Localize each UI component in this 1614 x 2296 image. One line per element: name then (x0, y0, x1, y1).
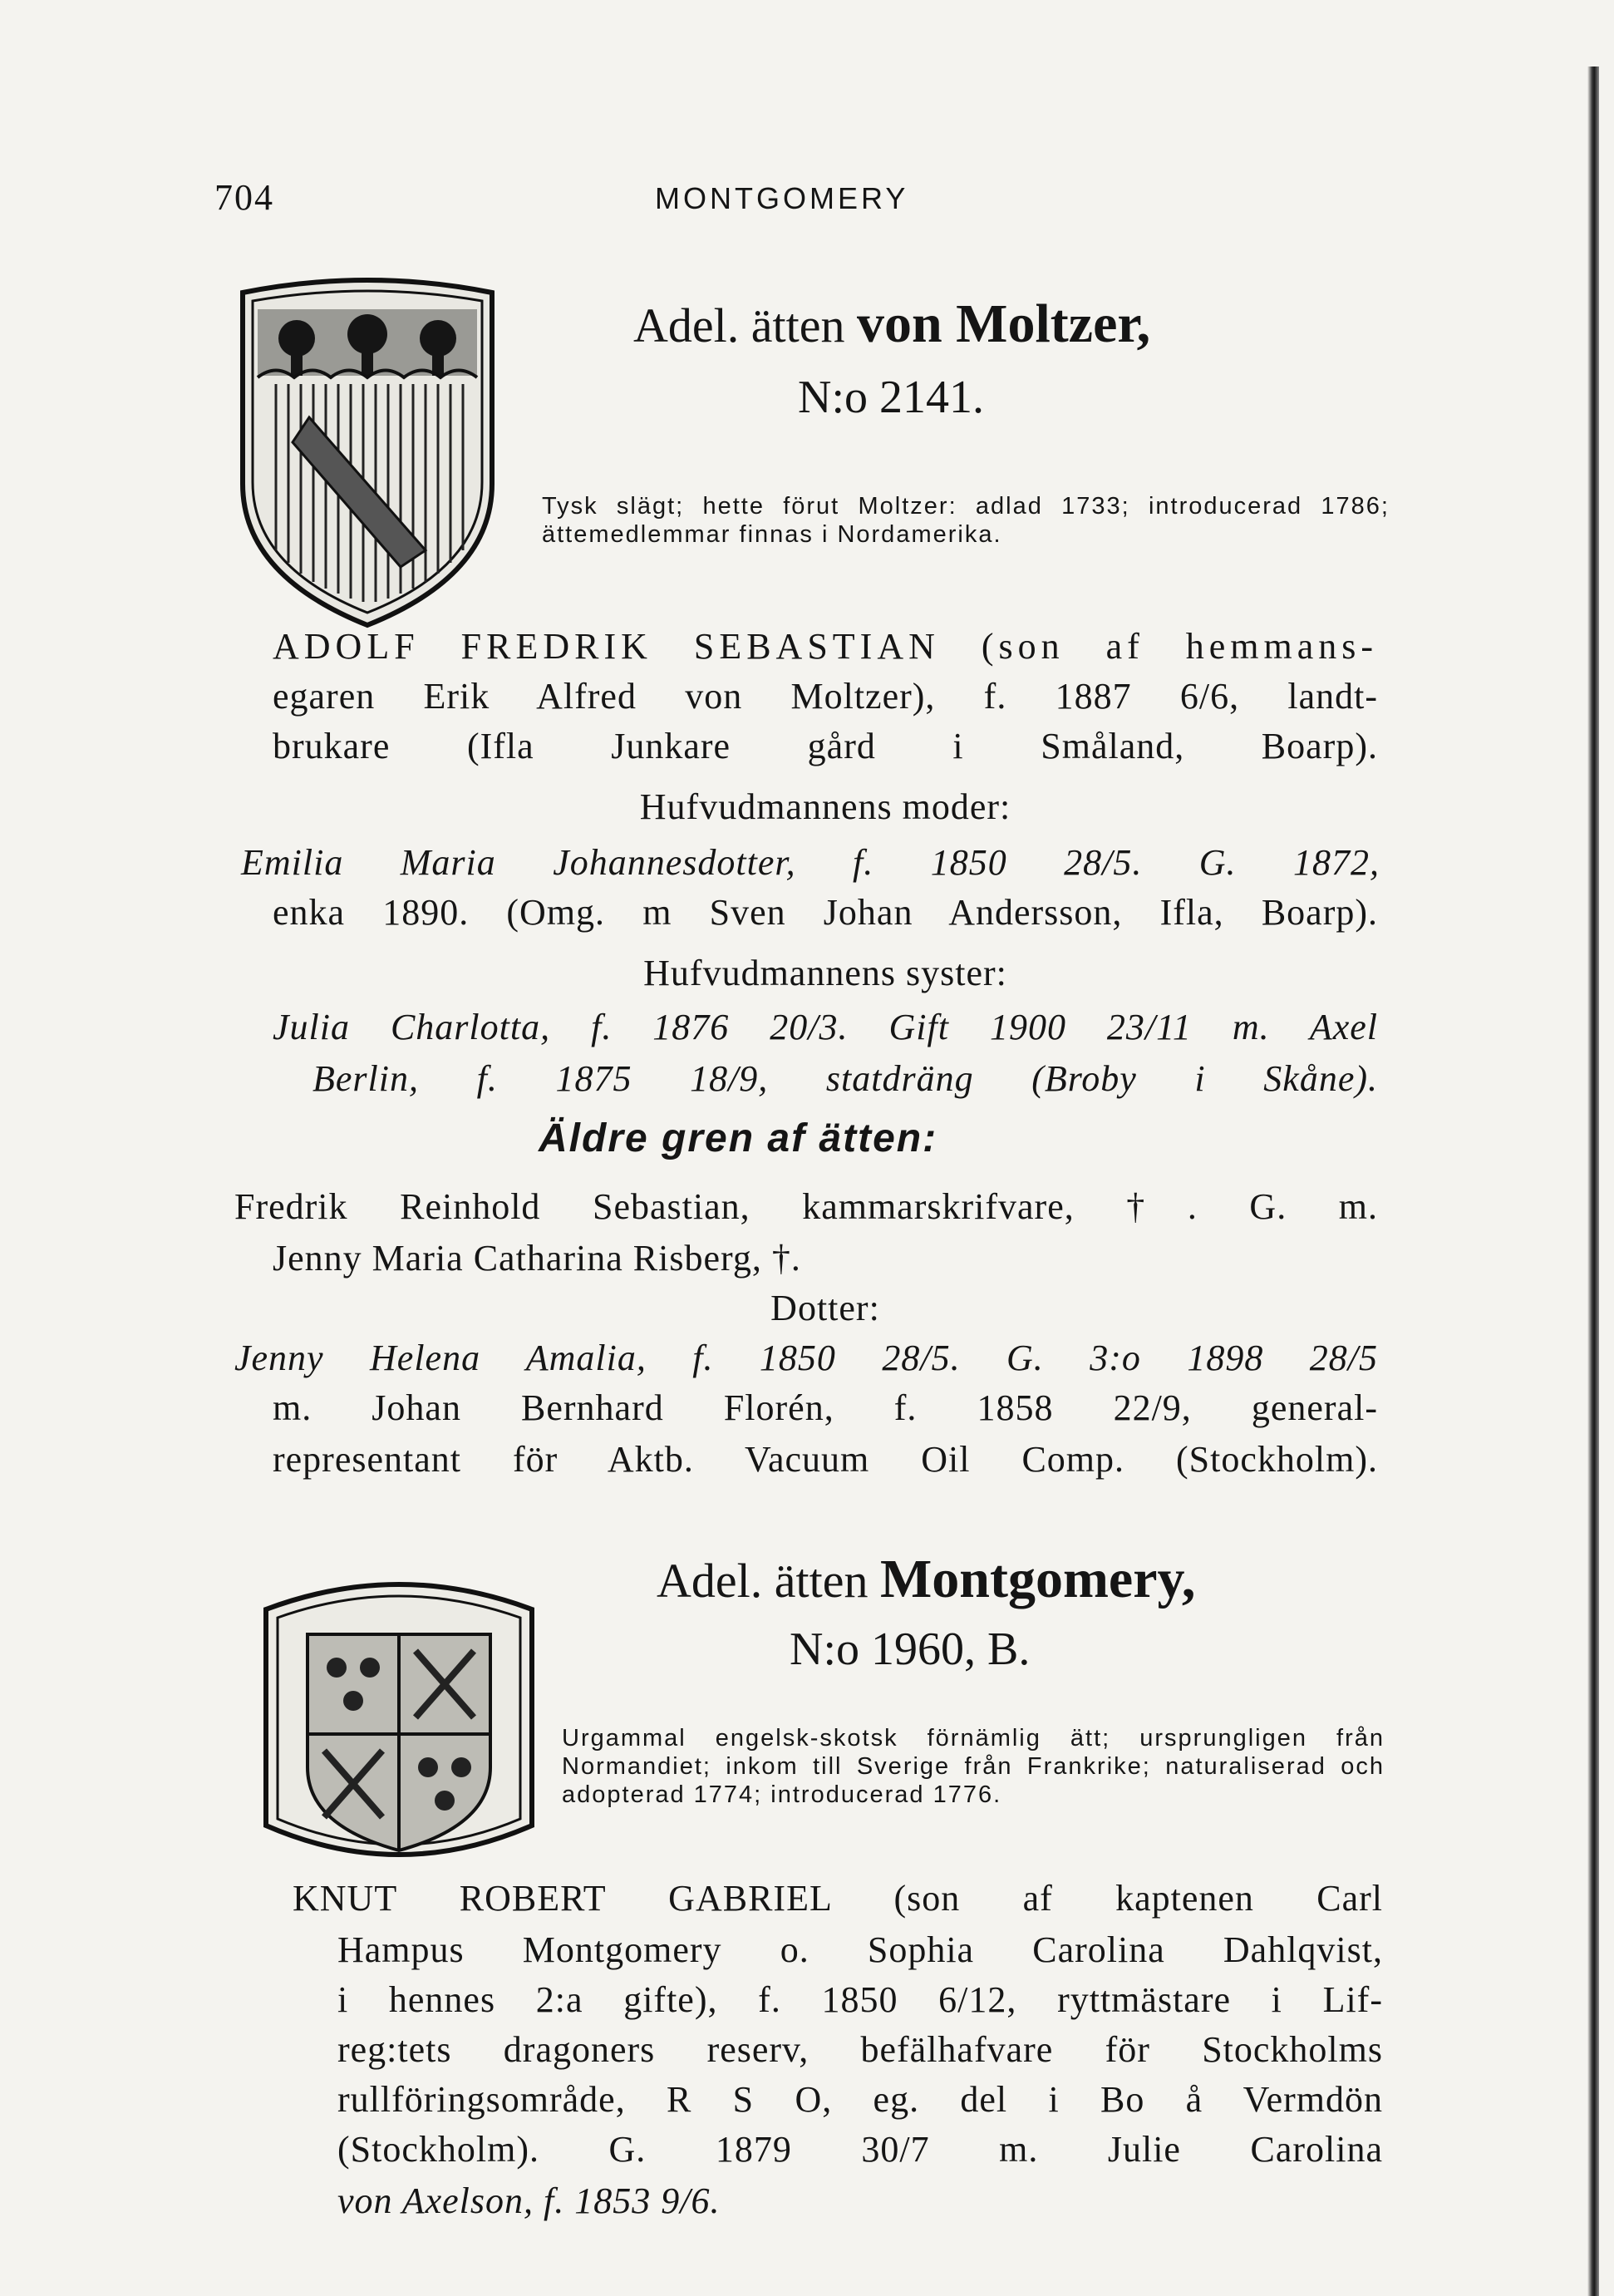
moltzer-line-3: brukare (Ifla Junkare gård i Småland, Boarp). (273, 726, 1378, 766)
montgomery-line-4: reg:tets dragoners reserv, befälhafvare för Stockholms (337, 2029, 1383, 2070)
branch-line-1: Fredrik Reinhold Sebastian, kammarskrifvare, †. G. m. (234, 1186, 1378, 1227)
moltzer-coat-of-arms (218, 276, 517, 633)
moltzer-number: N:o 2141. (798, 372, 984, 423)
moltzer-line-8: Julia Charlotta, f. 1876 20/3. Gift 1900 23/11 m. Axel (273, 1007, 1378, 1047)
page-number: 704 (214, 177, 274, 218)
montgomery-line-1: KNUT ROBERT GABRIEL (son af kaptenen Carl (293, 1878, 1383, 1919)
montgomery-coat-of-arms (249, 1559, 549, 1892)
running-title: MONTGOMERY (655, 181, 909, 215)
page-edge (1587, 67, 1599, 2296)
moltzer-line-2: egaren Erik Alfred von Moltzer), f. 1887 6/6, landt- (273, 676, 1378, 717)
moltzer-line-9: Berlin, f. 1875 18/9, statdräng (Broby i Skåne). (312, 1058, 1378, 1099)
moltzer-description: Tysk slägt; hette förut Moltzer: adlad 1733; introducerad 1786; ättemedlemmar finnas i Nordamerika. (542, 493, 1390, 548)
moltzer-line-1: ADOLF FREDRIK SEBASTIAN (son af hemmans- (273, 626, 1378, 667)
branch-line-6: representant för Aktb. Vacuum Oil Comp. (Stockholm). (273, 1439, 1378, 1480)
older-branch-heading: Äldre gren af ätten: (539, 1116, 938, 1160)
montgomery-line-2: Hampus Montgomery o. Sophia Carolina Dahlqvist, (337, 1929, 1383, 1970)
montgomery-number: N:o 1960, B. (790, 1623, 1031, 1675)
moltzer-line-6: enka 1890. (Omg. m Sven Johan Andersson, Ifla, Boarp). (273, 892, 1378, 933)
page-header (214, 176, 909, 219)
branch-line-4: Jenny Helena Amalia, f. 1850 28/5. G. 3:o 1898 28/5 (234, 1338, 1378, 1378)
moltzer-line-5: Emilia Maria Johannesdotter, f. 1850 28/5. G. 1872, (241, 842, 1380, 883)
montgomery-line-5: rullföringsområde, R S O, eg. del i Bo å Vermdön (337, 2079, 1383, 2120)
montgomery-family-name: Montgomery, (879, 1549, 1196, 1609)
montgomery-line-7: von Axelson, f. 1853 9/6. (337, 2180, 721, 2221)
moltzer-line-7: Hufvudmannens syster: (643, 953, 1007, 993)
moltzer-title: Adel. ätten von Moltzer, (633, 293, 1151, 354)
moltzer-family-name: von Moltzer, (856, 293, 1151, 354)
montgomery-line-6: (Stockholm). G. 1879 30/7 m. Julie Carolina (337, 2129, 1383, 2170)
montgomery-line-3: i hennes 2:a gifte), f. 1850 6/12, ryttmästare i Lif- (337, 1979, 1383, 2020)
branch-line-2: Jenny Maria Catharina Risberg, †. (273, 1238, 801, 1279)
branch-line-5: m. Johan Bernhard Florén, f. 1858 22/9, general- (273, 1387, 1378, 1428)
branch-line-3: Dotter: (770, 1288, 880, 1328)
montgomery-title: Adel. ätten Montgomery, (657, 1549, 1196, 1609)
moltzer-line-4: Hufvudmannens moder: (639, 786, 1011, 827)
montgomery-description: Urgammal engelsk-skotsk förnämlig ätt; ursprungligen från Normandiet; inkom till Sverige från Frankrike; naturaliserad och adopterad 1774; introducerad 1776. (562, 1725, 1385, 1808)
